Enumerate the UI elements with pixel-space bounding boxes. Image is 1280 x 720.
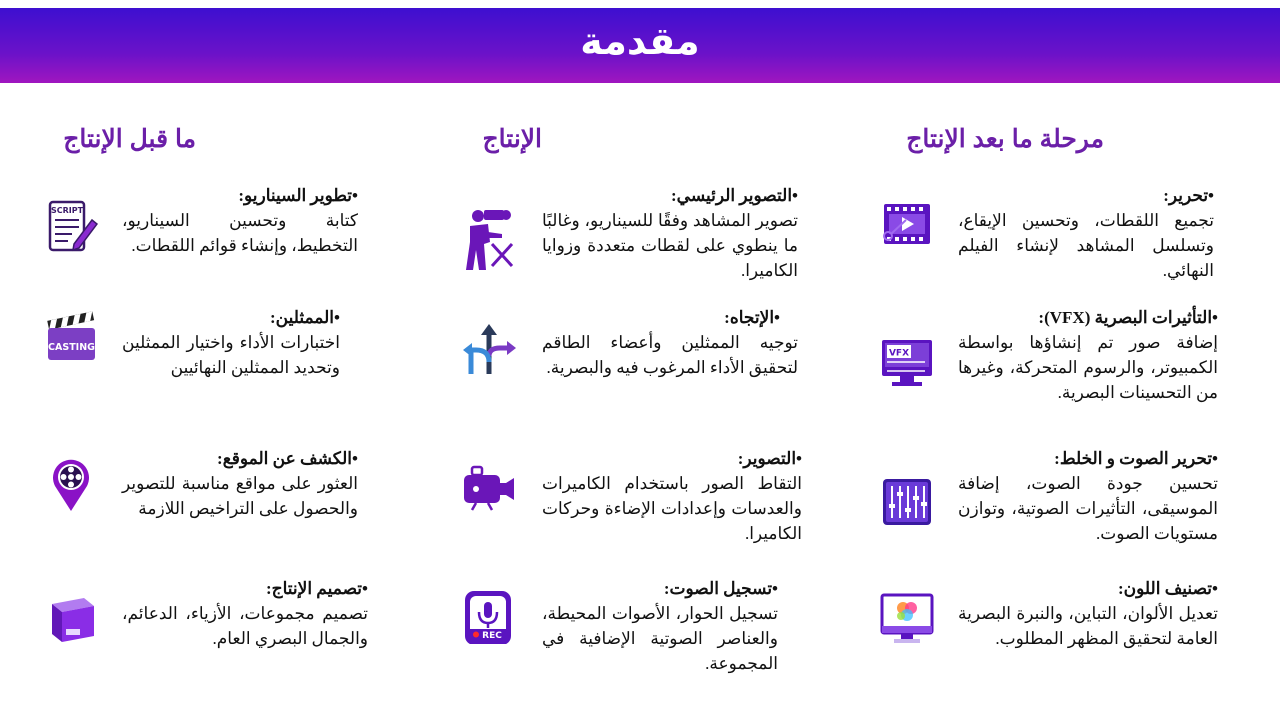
item-description: تعديل الألوان، التباين، والنبرة البصرية العامة لتحقيق المظهر المطلوب.	[958, 604, 1218, 648]
direction-arrows-icon	[462, 322, 516, 376]
item-description: كتابة وتحسين السيناريو، التخطيط، وإنشاء قوائم اللقطات.	[122, 211, 358, 255]
casting-clapper-icon	[44, 308, 98, 362]
list-item-production-design	[122, 576, 368, 651]
list-item-location-scouting	[122, 446, 358, 521]
vfx-monitor-icon	[880, 336, 934, 390]
item-description: تسجيل الحوار، الأصوات المحيطة، والعناصر الصوتية الإضافية في المجموعة.	[542, 604, 778, 673]
item-title: •التصوير الرئيسي:	[670, 186, 798, 205]
item-description: تصوير المشاهد وفقًا للسيناريو، وغالبًا ما ينطوي على لقطات متعددة وزوايا الكاميرا.	[542, 211, 798, 280]
film-edit-icon	[880, 198, 934, 252]
script-icon	[44, 200, 98, 254]
rec-icon-label: REC	[482, 631, 502, 641]
list-item-editing	[958, 183, 1214, 283]
cameraman-icon	[462, 208, 518, 272]
item-title: •تصنيف اللون:	[1118, 579, 1218, 598]
item-description: إضافة صور تم إنشاؤها بواسطة الكمبيوتر، والرسوم المتحركة، وغيرها من التحسينات البصرية.	[958, 333, 1218, 402]
script-icon-label: SCRIPT	[50, 206, 84, 215]
item-title: •الإتجاه:	[724, 308, 780, 327]
item-title: •الكشف عن الموقع:	[217, 449, 358, 468]
list-item-principal-photography	[542, 183, 798, 283]
item-description: اختبارات الأداء واختيار الممثلين وتحديد الممثلين النهائيين	[122, 333, 340, 377]
production-box-icon	[44, 592, 98, 646]
location-pin-icon	[44, 458, 98, 512]
microphone-rec-icon	[462, 590, 516, 644]
item-description: العثور على مواقع مناسبة للتصوير والحصول على التراخيص اللازمة	[122, 474, 358, 518]
item-description: تجميع اللقطات، وتحسين الإيقاع، وتسلسل المشاهد لإنشاء الفيلم النهائي.	[958, 211, 1214, 280]
list-item-casting	[122, 305, 340, 380]
column-title-pre-production: ما قبل الإنتاج	[63, 125, 196, 153]
item-description: تصميم مجموعات، الأزياء، الدعائم، والجمال البصري العام.	[122, 604, 368, 648]
item-title: •الممثلين:	[269, 308, 340, 327]
item-title: •تحرير:	[1163, 186, 1214, 205]
page-title: مقدمة	[580, 19, 700, 63]
list-item-direction	[542, 305, 798, 380]
list-item-visual-effects	[958, 305, 1218, 405]
list-item-script-development	[122, 183, 358, 258]
list-item-sound-recording	[542, 576, 778, 676]
casting-icon-label: CASTING	[48, 342, 95, 353]
item-title: •التأثيرات البصرية (VFX):	[1038, 308, 1218, 327]
vfx-icon-label: VFX	[888, 348, 910, 359]
header-banner	[0, 8, 1280, 83]
item-description: تحسين جودة الصوت، إضافة الموسيقى، التأثيرات الصوتية، وتوازن مستويات الصوت.	[958, 474, 1218, 543]
item-title: •تحرير الصوت و الخلط:	[1054, 449, 1218, 468]
item-title: •التصوير:	[737, 449, 802, 468]
column-title-post-production: مرحلة ما بعد الإنتاج	[906, 125, 1104, 153]
video-camera-icon	[462, 464, 516, 518]
item-title: •تصميم الإنتاج:	[265, 579, 368, 598]
color-grading-monitor-icon	[880, 592, 934, 646]
item-title: •تسجيل الصوت:	[663, 579, 778, 598]
list-item-cinematography	[542, 446, 802, 546]
list-item-sound-editing-mixing	[958, 446, 1218, 546]
list-item-color-grading	[958, 576, 1218, 651]
audio-mixer-icon	[880, 476, 934, 530]
column-title-production: الإنتاج	[482, 125, 542, 153]
item-title: •تطوير السيناريو:	[238, 186, 358, 205]
item-description: التقاط الصور باستخدام الكاميرات والعدسات وإعدادات الإضاءة وحركات الكاميرا.	[542, 474, 802, 543]
item-description: توجيه الممثلين وأعضاء الطاقم لتحقيق الأداء المرغوب فيه والبصرية.	[542, 333, 798, 377]
